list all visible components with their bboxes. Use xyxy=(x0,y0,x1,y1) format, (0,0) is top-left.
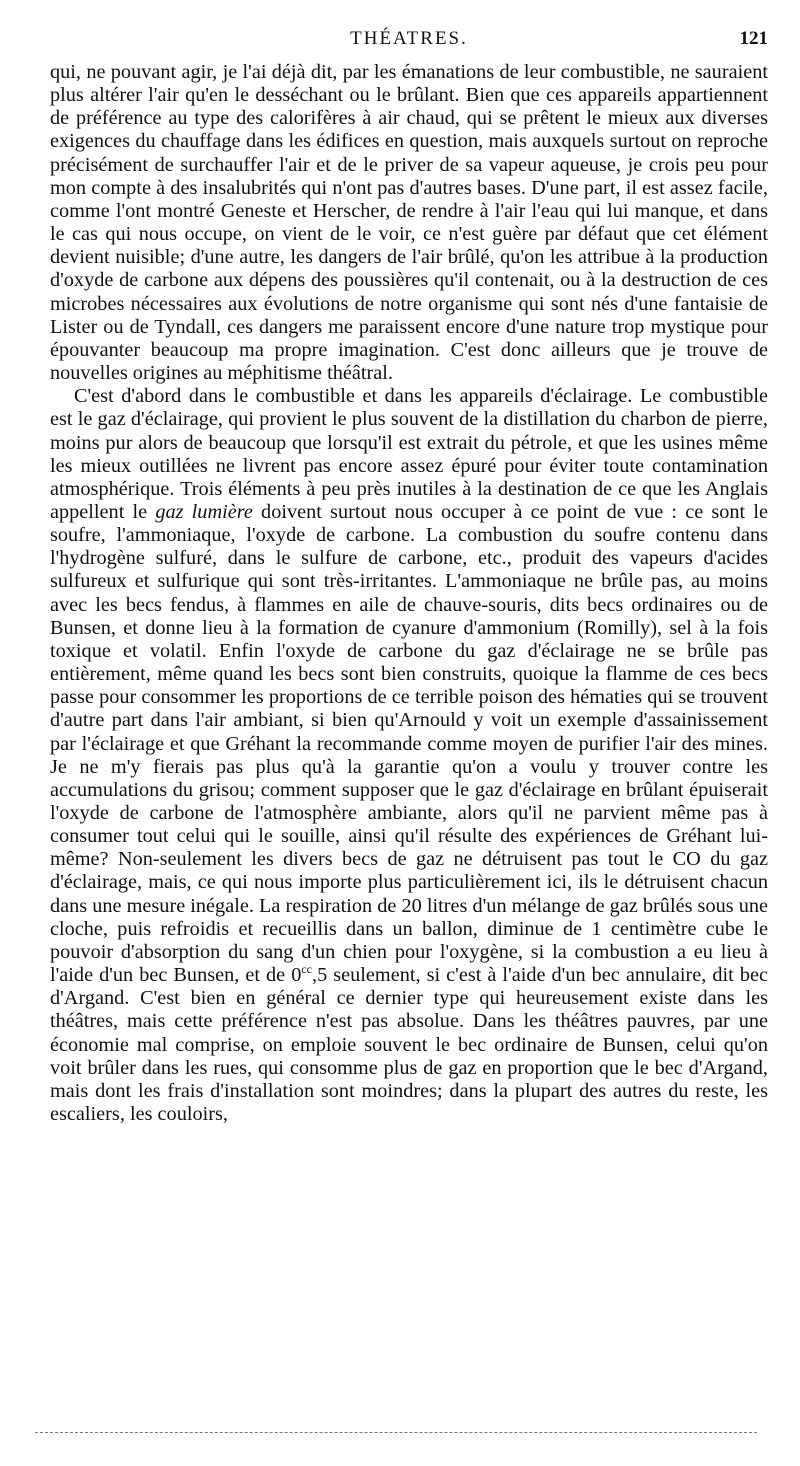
paragraph: qui, ne pouvant agir, je l'ai déjà dit, par les émanations de leur combustible, ne sauraient plus altérer l'air qu'en le desséchant ou le brûlant. Bien que ces appareils appartiennent de préférence au type des calorifères à air chaud, qui se prêtent le mieux aux diverses exigences du chauffage dans les édifices en question, mais auxquels surtout on reproche précisément de surchauffer l'air et de le priver de sa vapeur aqueuse, je crois peu pour mon compte à des insalubrités qui n'ont pas d'autres bases. D'une part, il est assez facile, comme l'ont montré Geneste et Herscher, de rendre à l'air l'eau qui lui manque, et dans le cas qui nous occupe, on vient de le voir, ce n'est guère par défaut que cet élément devient nuisible; d'une autre, les dangers de l'air brûlé, qu'on les attribue à la production d'oxyde de carbone aux dépens des poussières qu'il contenait, ou à la destruction de ces microbes nécessaires aux évolutions de notre organisme qui sont nés d'une fantaisie de Lister ou de Tyndall, ces dangers me paraissent encore d'une nature trop mystique pour épouvanter beaucoup ma propre imagination. C'est donc ailleurs que je trouve de nouvelles origines au méphitisme théâtral. xyxy=(50,61,768,385)
superscript-unit: cc xyxy=(301,962,313,977)
page-header xyxy=(50,28,768,58)
body-text xyxy=(50,61,768,1126)
footer-dashed-rule xyxy=(35,1432,757,1433)
paragraph-text: doivent surtout nous occuper à ce point de vue : ce sont le soufre, l'ammoniaque, l'oxyde de carbone. La combustion du soufre contenu dans l'hydrogène sulfuré, dans le sulfure de carbone, etc., produit des vapeurs d'acides sulfureux et sulfurique qui sont très-irritantes. L'ammoniaque ne brûle pas, au moins avec les becs fendus, à flammes en aile de chauve-souris, dits becs ordinaires ou de Bunsen, et donne lieu à la formation de cyanure d'ammonium (Romilly), sel à la fois toxique et volatil. Enfin l'oxyde de carbone du gaz d'éclairage ne se brûle pas entièrement, même quand les becs sont bien construits, quoique la flamme de ces becs passe pour consommer les proportions de ce terrible poison des hématies qui se trouvent d'autre part dans l'air ambiant, si bien qu'Arnould y voit un exemple d'assainissement par l'éclairage et que Gréhant la recommande comme moyen de purifier l'air des mines. Je ne m'y fierais pas plus qu'à la garantie qu'on a voulu y trouver contre les accumulations du grisou; comment supposer que le gaz d'éclairage en brûlant épuiserait l'oxyde de carbone de l'atmosphère ambiante, alors qu'il ne parvient même pas à consumer tout celui qui le souille, ainsi qu'il résulte des expériences de Gréhant lui-même? Non-seulement les divers becs de gaz ne détruisent pas tout le CO du gaz d'éclairage, mais, ce qui nous importe plus particulièrement ici, ils le détruisent chacun dans une mesure inégale. La respiration de 20 litres d'un mélange de gaz brûlés sous une cloche, puis refroidis et recueillis dans un ballon, diminue de 1 centimètre cube le pouvoir d'absorption du sang d'un chien pour l'oxygène, si la combustion a eu lieu à l'aide d'un bec Bunsen, et de 0 xyxy=(50,500,768,987)
running-title: THÉATRES. xyxy=(350,28,468,49)
paragraph xyxy=(50,385,768,1126)
paragraph-text: C'est d'abord dans le combustible et dans les appareils d'éclairage. Le combustible est le gaz d'éclairage, qui provient le plus souvent de la distillation du charbon de pierre, moins pur alors de beaucoup que lorsqu'il est extrait du pétrole, et que les usines même les mieux outillées ne livrent pas encore assez épuré pour éviter toute contamination atmosphérique. Trois éléments à peu près inutiles à la destination de ce que les Anglais appellent le xyxy=(50,385,768,523)
page-number: 121 xyxy=(739,28,768,49)
italic-term: gaz lumière xyxy=(155,500,253,523)
paragraph-text: ,5 seulement, si c'est à l'aide d'un bec annulaire, dit bec d'Argand. C'est bien en général ce dernier type qui heureusement existe dans les théâtres, mais cette préférence n'est pas absolue. Dans les théâtres pauvres, par une économie mal comprise, on emploie souvent le bec ordinaire de Bunsen, celui qu'on voit brûler dans les rues, qui consomme plus de gaz en proportion que le bec d'Argand, mais dont les frais d'installation sont moindres; dans la plupart des autres du reste, les escaliers, les couloirs, xyxy=(50,964,768,1126)
